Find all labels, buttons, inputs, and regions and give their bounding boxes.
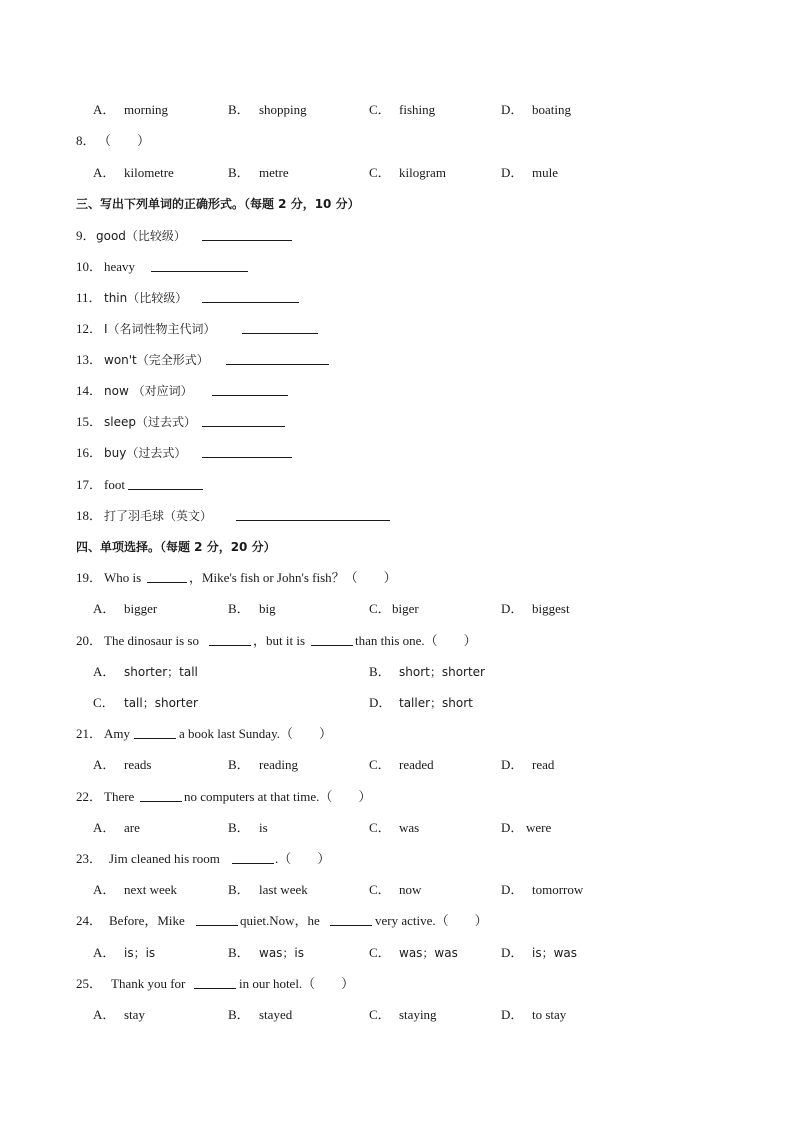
question-text: Thank you for xyxy=(111,976,186,991)
option-d-text: tomorrow xyxy=(532,882,584,897)
option-a-label: A． xyxy=(93,664,116,679)
option-d-text: were xyxy=(526,820,552,835)
question-text: than this one.（ ） xyxy=(355,633,477,648)
option-c-label: C． xyxy=(369,102,391,117)
option-b-text: was；is xyxy=(259,946,305,960)
q20-options-cd xyxy=(0,693,794,713)
question-number: 17． xyxy=(76,477,103,492)
option-c-label: C． xyxy=(369,945,391,960)
answer-blank[interactable] xyxy=(226,350,329,365)
question-text: sleep（过去式） xyxy=(104,415,196,429)
question-number: 16． xyxy=(76,445,103,460)
option-b-label: B． xyxy=(228,1007,250,1022)
question-text: good（比较级） xyxy=(96,229,186,243)
option-d-label: D． xyxy=(501,945,524,960)
question-text: .（ ） xyxy=(275,851,331,866)
q8-options xyxy=(0,163,794,183)
question-number: 9． xyxy=(76,228,96,243)
question-text: quiet.Now，he xyxy=(240,913,320,928)
option-c-label: C． xyxy=(369,601,391,616)
option-c-label: C． xyxy=(369,757,391,772)
question-number: 10． xyxy=(76,259,103,274)
option-d-text: read xyxy=(532,757,555,772)
option-c-text: biger xyxy=(392,601,419,616)
option-c-text: kilogram xyxy=(399,165,446,180)
question-text: Amy xyxy=(104,726,130,741)
question-text: Before，Mike xyxy=(109,913,185,928)
question-text: Jim cleaned his room xyxy=(109,851,220,866)
option-b-label: B． xyxy=(228,757,250,772)
option-a-text: stay xyxy=(124,1007,145,1022)
question-23 xyxy=(0,849,794,869)
word-item xyxy=(0,350,794,370)
question-number: 14． xyxy=(76,383,103,398)
question-text: Who is xyxy=(104,570,142,585)
q22-options xyxy=(0,818,794,838)
option-c-label: C． xyxy=(369,165,391,180)
option-a-label: A． xyxy=(93,1007,116,1022)
option-a-text: bigger xyxy=(124,601,158,616)
option-b-label: B． xyxy=(228,882,250,897)
option-d-text: is；was xyxy=(532,946,578,960)
option-d-label: D． xyxy=(501,601,524,616)
question-number: 23． xyxy=(76,851,103,866)
option-b-text: reading xyxy=(259,757,298,772)
answer-blank[interactable] xyxy=(232,849,274,864)
question-text: foot xyxy=(104,477,125,492)
option-c-label: C． xyxy=(369,820,391,835)
question-text: I（名词性物主代词） xyxy=(104,322,216,336)
question-number: 18． xyxy=(76,508,103,523)
option-c-label: C． xyxy=(369,1007,391,1022)
option-d-text: to stay xyxy=(532,1007,567,1022)
answer-blank[interactable] xyxy=(236,506,390,521)
question-text: won't（完全形式） xyxy=(104,353,209,367)
q23-options xyxy=(0,880,794,900)
answer-blank[interactable] xyxy=(151,257,248,272)
option-a-label: A． xyxy=(93,820,116,835)
answer-blank[interactable] xyxy=(134,724,176,739)
answer-blank[interactable] xyxy=(202,288,299,303)
option-d-label: D． xyxy=(501,757,524,772)
option-b-label: B． xyxy=(228,945,250,960)
option-a-label: A． xyxy=(93,882,116,897)
question-21 xyxy=(0,724,794,744)
question-number: 20． xyxy=(76,633,103,648)
question-number: 13． xyxy=(76,352,103,367)
option-b-label: B． xyxy=(228,102,250,117)
q25-options xyxy=(0,1005,794,1025)
q20-options-ab xyxy=(0,662,794,682)
question-19 xyxy=(0,568,794,588)
q21-options xyxy=(0,755,794,775)
answer-blank[interactable] xyxy=(147,568,187,583)
word-item xyxy=(0,288,794,308)
word-item xyxy=(0,257,794,277)
option-b-label: B． xyxy=(228,165,250,180)
question-number: 24． xyxy=(76,913,103,928)
option-a-label: A． xyxy=(93,102,116,117)
answer-blank[interactable] xyxy=(202,412,285,427)
answer-blank[interactable] xyxy=(311,631,353,646)
question-number: 22． xyxy=(76,789,103,804)
option-b-label: B． xyxy=(228,820,250,835)
option-c-text: fishing xyxy=(399,102,436,117)
question-number: 25． xyxy=(76,976,103,991)
option-c-label: C． xyxy=(369,882,391,897)
q19-options xyxy=(0,599,794,619)
option-b-text: stayed xyxy=(259,1007,293,1022)
option-b-text: short；shorter xyxy=(399,665,485,679)
question-text: ，Mike's fish or John's fish？（ ） xyxy=(189,570,397,585)
option-a-label: A． xyxy=(93,757,116,772)
q7-options xyxy=(0,100,794,120)
option-b-text: is xyxy=(259,820,268,835)
question-text: There xyxy=(104,789,135,804)
question-text: 打了羽毛球（英文） xyxy=(104,509,213,523)
answer-blank[interactable] xyxy=(209,631,251,646)
option-a-text: next week xyxy=(124,882,178,897)
option-d-text: boating xyxy=(532,102,571,117)
option-b-text: metre xyxy=(259,165,289,180)
option-d-text: biggest xyxy=(532,601,570,616)
option-d-text: taller；short xyxy=(399,696,473,710)
question-8 xyxy=(0,131,794,151)
option-d-label: D． xyxy=(501,882,524,897)
answer-blank[interactable] xyxy=(330,911,372,926)
question-text: The dinosaur is so xyxy=(104,633,199,648)
option-a-label: A． xyxy=(93,945,116,960)
question-text: buy（过去式） xyxy=(104,446,187,460)
question-text: very active.（ ） xyxy=(375,913,488,928)
option-d-label: D． xyxy=(501,165,524,180)
question-text: thin（比较级） xyxy=(104,291,188,305)
question-text: ，but it is xyxy=(253,633,306,648)
answer-blank[interactable] xyxy=(212,381,288,396)
option-c-text: now xyxy=(399,882,422,897)
option-c-text: was xyxy=(399,820,420,835)
option-c-text: tall；shorter xyxy=(124,696,198,710)
section-3-title: 三、写出下列单词的正确形式。（每题 2 分，10 分） xyxy=(76,197,360,211)
option-c-text: was；was xyxy=(399,946,458,960)
question-number: 8． xyxy=(76,133,96,148)
option-c-text: readed xyxy=(399,757,434,772)
section-4-title: 四、单项选择。（每题 2 分，20 分） xyxy=(76,540,276,554)
option-b-text: last week xyxy=(259,882,308,897)
question-number: 21． xyxy=(76,726,103,741)
answer-blank[interactable] xyxy=(242,319,318,334)
q24-options xyxy=(0,943,794,963)
word-item xyxy=(0,412,794,432)
answer-blank[interactable] xyxy=(140,787,182,802)
option-d-text: mule xyxy=(532,165,558,180)
answer-paren: （ ） xyxy=(98,133,151,148)
option-c-text: staying xyxy=(399,1007,437,1022)
answer-blank[interactable] xyxy=(196,911,238,926)
option-a-text: is；is xyxy=(124,946,156,960)
word-item xyxy=(0,506,794,526)
question-number: 19． xyxy=(76,570,103,585)
option-b-label: B． xyxy=(369,664,391,679)
option-a-text: reads xyxy=(124,757,152,772)
option-a-text: are xyxy=(124,820,140,835)
question-text: now （对应词） xyxy=(104,384,193,398)
option-a-label: A． xyxy=(93,165,116,180)
option-d-label: D． xyxy=(501,102,524,117)
option-a-text: kilometre xyxy=(124,165,174,180)
question-25 xyxy=(0,974,794,994)
option-a-label: A． xyxy=(93,601,116,616)
option-b-label: B． xyxy=(228,601,250,616)
question-22 xyxy=(0,787,794,807)
question-number: 12． xyxy=(76,321,103,336)
option-a-text: morning xyxy=(124,102,169,117)
answer-blank[interactable] xyxy=(194,974,236,989)
question-number: 15． xyxy=(76,414,103,429)
word-item xyxy=(0,381,794,401)
answer-blank[interactable] xyxy=(202,226,292,241)
question-number: 11． xyxy=(76,290,102,305)
word-item xyxy=(0,475,794,495)
answer-blank[interactable] xyxy=(128,475,203,490)
option-d-label: D． xyxy=(501,1007,524,1022)
option-a-text: shorter；tall xyxy=(124,665,198,679)
option-b-text: big xyxy=(259,601,276,616)
option-d-label: D． xyxy=(369,695,392,710)
word-item xyxy=(0,226,794,246)
option-c-label: C． xyxy=(93,695,115,710)
question-text: heavy xyxy=(104,259,136,274)
question-text: in our hotel.（ ） xyxy=(239,976,355,991)
question-24 xyxy=(0,911,794,931)
question-text: no computers at that time.（ ） xyxy=(184,789,372,804)
word-item xyxy=(0,443,794,463)
question-text: a book last Sunday.（ ） xyxy=(179,726,332,741)
word-item xyxy=(0,319,794,339)
option-b-text: shopping xyxy=(259,102,307,117)
answer-blank[interactable] xyxy=(202,443,292,458)
option-d-label: D． xyxy=(501,820,524,835)
question-20 xyxy=(0,631,794,651)
